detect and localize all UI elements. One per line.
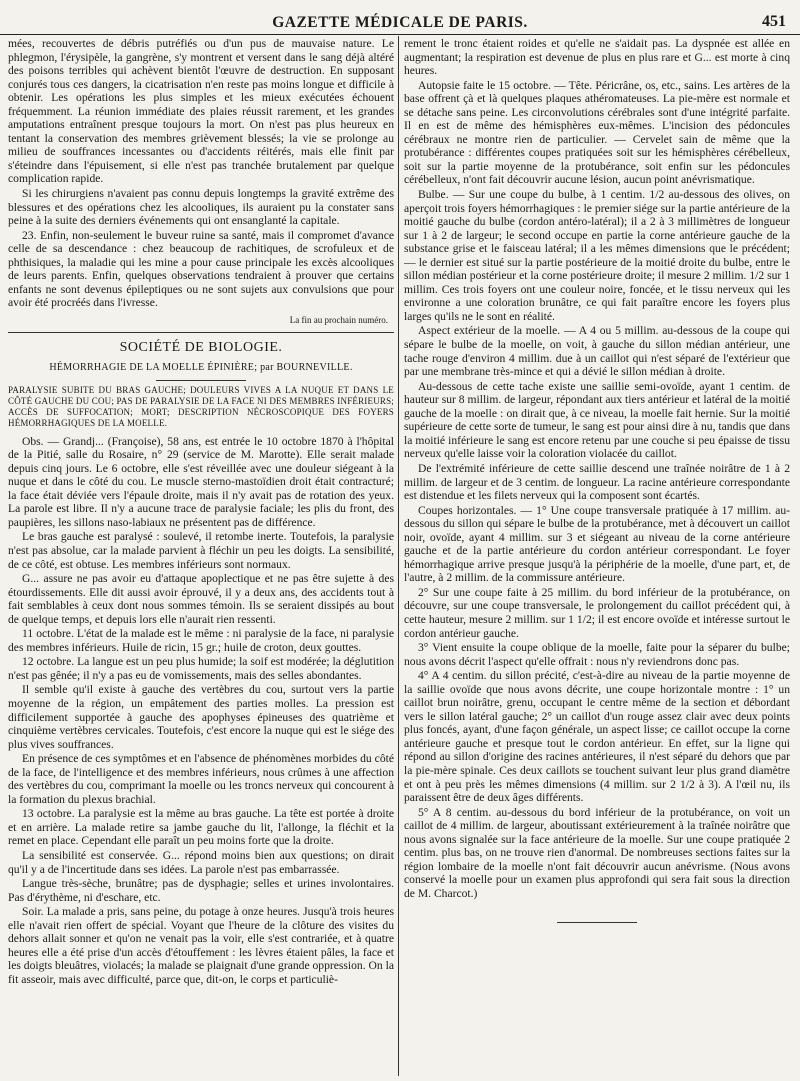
paragraph: mées, recouvertes de débris putréfiés ou d'un pus de mauvaise nature. Le phlegmon, l'érysipèle, la gangrène, s'y montrent et versent dans le sang déjà altéré des poisons terribles qui achèvent bientôt l'œuvre de destruction. En supposant conjurés tous ces dangers, la cicatrisation n'en reste pas moins longue et difficile à obtenir. Les opérations les plus simples et les mieux exécutées échouent fréquemment. La réunion immédiate des plaies réussit rarement, et les grandes amputations entraînent presque toujours la mort. On n'est pas plus heureux en tentant la conservation des membres grièvement blessés; la vie se prolonge au milieu de souffrances incessantes ou d'accidents réitérés, mais elle finit par s'éteindre dans l'épuisement, si elle n'est pas tranchée brutalement par quelque complication rapide. <box>8 37 394 186</box>
paragraph: 5° A 8 centim. au-dessous du bord inférieur de la protubérance, on voit un caillot de 4 millim. de largeur, aboutissant extérieurement à la traînée noirâtre que nous avons signalée sur la face antérieure de la moelle. Sur une coupe pratiquée 2 centim. plus bas, on ne trouve rien d'anormal. De nombreuses sections faites sur la région lombaire de la moelle n'ont fait découvrir aucun anévrisme. (Nous avons conservé la moelle pour un examen plus approfondi qui sera fait sous la direction de M. Charcot.) <box>404 805 790 900</box>
paragraph: Obs. — Grandj... (Françoise), 58 ans, est entrée le 10 octobre 1870 à l'hôpital de la Pitié, salle du Rosaire, n° 29 (service de M. Marotte). Elle serait malade depuis cinq jours. Le 6 octobre, elle s'est réveillée avec une douleur siégeant à la nuque et dans le côté du cou. Le muscle sterno-mastoïdien droit était contracturé; la face était déviée vers l'épaule droite, mais il n'y avait pas de rotation des yeux. La parole est libre. Il n'y a aucune trace de paralysie faciale; les plis du front, des paupières, les sillons naso-labiaux ne présentent pas de différence. <box>8 434 394 529</box>
continuation-note: La fin au prochain numéro. <box>289 314 388 325</box>
summary-divider <box>156 380 246 381</box>
paragraph: 11 octobre. L'état de la malade est le même : ni paralysie de la face, ni paralysie des membres inférieurs. Huile de ricin, 15 gr.; huile de croton, deux gouttes. <box>8 627 394 654</box>
paragraph: 13 octobre. La paralysie est la même au bras gauche. La tête est portée à droite et en arrière. La malade retire sa jambe gauche du lit, l'allonge, la fléchit et la remet en place. Cependant elle paraît un peu moins forte que la droite. <box>8 807 394 848</box>
paragraph: Il semble qu'il existe à gauche des vertèbres du cou, surtout vers la partie moyenne de la région, un empâtement des parties molles. La pression est difficilement supportée à gauche des apophyses épineuses des quatrième et cinquième vertèbres cervicales. Toutefois, c'est encore la nuque qui est le siége des plus vives souffrances. <box>8 683 394 751</box>
section-divider <box>8 332 394 333</box>
paragraph: 23. Enfin, non-seulement le buveur ruine sa santé, mais il compromet d'avance celle de sa descendance : chez beaucoup de rachitiques, de scrofuleux et de phthisiques, la maladie qui les mine a pour cause principale les excès alcooliques de leurs parents. Enfin, quelques observations tendraient à prouver que certains enfants ne sont devenus épileptiques ou ne sont sujets aux convulsions que pour avoir été procréés dans l'ivresse. <box>8 228 394 310</box>
paragraph: Aspect extérieur de la moelle. — A 4 ou 5 millim. au-dessous de la coupe qui sépare le bulbe de la moelle, on voit, à gauche du sillon médian antérieur, une tache rouge d'environ 4 millim. due à un caillot qui n'est séparé de l'extérieur que par une membrane très-mince et qui a dévié le sillon médian à droite. <box>404 324 790 379</box>
paragraph: Soir. La malade a pris, sans peine, du potage à onze heures. Jusqu'à trois heures elle n'avait rien offert de spécial. Voyant que l'heure de la clôture des visites du dehors allait sonner et qu'on ne venait pas la voir, elle s'est contrariée, et à quatre heures elle a été prise d'un accès d'étouffement : les lèvres étaient pâles, la face et les doigts bleuâtres, violacés; la malade se plaignait d'une grande oppression. On la fit asseoir, mais avec difficulté, parce que, dit-on, le corps et particuliè- <box>8 905 394 986</box>
paragraph: Si les chirurgiens n'avaient pas connu depuis longtemps la gravité extrême des blessures et des opérations chez les alcooliques, ils auraient pu la constater sans peine à la suite des derniers événements qui ont ensanglanté la capitale. <box>8 187 394 228</box>
article-summary: PARALYSIE SUBITE DU BRAS GAUCHE; DOULEURS VIVES A LA NUQUE ET DANS LE CÔTÉ GAUCHE DU COU; PAS DE PARALYSIE DE LA FACE NI DES MEMBRES INFÉRIEURS; ACCÈS DE SUFFOCATION; MORT; DESCRIPTION NÉCROSCOPIQUE DES FOYERS HÉMORRHAGIQUES DE LA MOELLE. <box>8 384 394 428</box>
page-number: 451 <box>762 13 786 30</box>
left-column <box>8 37 394 1077</box>
paragraph: rement le tronc étaient roides et qu'elle ne s'aidait pas. La dyspnée est allée en augmentant; la respiration est devenue de plus en plus rare et G... est morte à cinq heures. <box>404 37 790 78</box>
paragraph: En présence de ces symptômes et en l'absence de phénomènes morbides du côté de la face, de l'intelligence et des membres inférieurs, nous crûmes à une affection des vertèbres du cou, comprimant la moelle ou les troncs nerveux qui concourent à la formation du plexus brachial. <box>8 752 394 806</box>
closing-divider <box>557 922 637 923</box>
page-header <box>0 8 800 35</box>
journal-title: GAZETTE MÉDICALE DE PARIS. <box>272 14 528 31</box>
right-column <box>404 37 790 1077</box>
paragraph: Autopsie faite le 15 octobre. — Tête. Péricrâne, os, etc., sains. Les artères de la base offrent çà et là quelques plaques athéromateuses. La pie-mère est normale et se détache sans peine. Les circonvolutions cérébrales sont d'une intégrité parfaite. Il en est de même des hémisphères eux-mêmes. L'incision des pédoncules cérébraux ne montre rien de particulier. — Cervelet sain de même que la protubérance : différentes coupes pratiquées soit sur les hémisphères cérébelleux, soit sur la partie moyenne de la protubérance, soit enfin sur les pédoncules cérébelleux, n'ont fait découvrir aucune lésion, aucun point anévrismatique. <box>404 78 790 187</box>
paragraph: Au-dessous de cette tache existe une saillie semi-ovoïde, ayant 1 centim. de hauteur sur 8 millim. de largeur, répondant aux tiers antérieur et latéral de la moitié gauche de la moelle : on dirait que, à ce niveau, la moelle fait hernie. Sur la moitié supérieure de cette sorte de tumeur, le sang est pour ainsi dire à nu, tandis que dans la moitié inférieure le sang est encore retenu par une couche si peu épaisse de tissu nerveux qu'elle laisse voir la coloration violacée du caillot. <box>404 379 790 461</box>
paragraph: 4° A 4 centim. du sillon précité, c'est-à-dire au niveau de la partie moyenne de la saillie ovoïde que nous avons décrite, une coupe horizontale montre : 1° un caillot brun noirâtre, grenu, occupant le centre même de la section et débordant vers le sillon latéral gauche; 2° un caillot d'un rouge assez clair avec deux points plus foncés, ayant, d'une façon générale, un aspect lisse; ce caillot occupe la corne antérieure gauche et presque tout le cordon antérieur. En effet, sur la ligne qui répond au sillon d'origine des racines antérieures, il n'est séparé du dehors que par la pie-mère spinale. Ces deux caillots se touchent suivant leur plus grand diamètre et ont à peu près les mêmes dimensions (4 millim. sur 2 1/2 à 3). A l'œil nu, ils paraissent être de deux âges différents. <box>404 669 790 805</box>
paragraph: G... assure ne pas avoir eu d'attaque apoplectique et ne pas être sujette à des étourdissements. Elle dit aussi avoir éprouvé, il y a deux ans, des accidents tout à fait semblables à ceux dont nous sommes témoin. Ils se seraient dissipés au bout de quelque temps, et depuis lors elle n'aurait rien ressenti. <box>8 572 394 626</box>
column-divider <box>398 36 399 1076</box>
paragraph: Langue très-sèche, brunâtre; pas de dysphagie; selles et urines involontaires. Pas d'érythème, ni d'eschare, etc. <box>8 877 394 904</box>
paragraph: Bulbe. — Sur une coupe du bulbe, à 1 centim. 1/2 au-dessous des olives, on aperçoit trois foyers hémorrhagiques : le premier siége sur la partie antérieure de la moitié gauche du bulbe (cordon antéro-latéral); il a 2 à 3 millimètres de longueur sur 1 à 2 de largeur; le second occupe en partie la corne antérieure gauche de la substance grise et le faisceau latéral; il a les mêmes dimensions que le précédent; — le dernier est situé sur la partie postérieure de la moitié droite du bulbe, entre le sillon médian postérieur et la corne postérieure droite; il mesure 2 millim. 1/2 sur 1 millim. Ces trois foyers ont une couleur noire, foncée, et le tissu nerveux qui les environne a une coloration brunâtre, ce qui fait paraître encore les foyers plus larges qu'ils ne le sont en réalité. <box>404 188 790 323</box>
paragraph: 2° Sur une coupe faite à 25 millim. du bord inférieur de la protubérance, on découvre, sur une coupe transversale, le prolongement du caillot précédent qui, à cette hauteur, mesure 2 millim. sur 1 1/2; il est encore ovoïde et intéresse surtout le cordon antérieur gauche. <box>404 585 790 640</box>
article-title: HÉMORRHAGIE DE LA MOELLE ÉPINIÈRE; par BOURNEVILLE. <box>49 362 353 374</box>
paragraph: 3° Vient ensuite la coupe oblique de la moelle, faite pour la séparer du bulbe; nous avons décrit l'aspect qu'elle offrait : nous n'y reviendrons donc pas. <box>404 641 790 668</box>
section-title: SOCIÉTÉ DE BIOLOGIE. <box>119 340 283 356</box>
paragraph: 12 octobre. La langue est un peu plus humide; la soif est modérée; la déglutition n'est pas gênée; il n'y a pas eu de vomissements, mais des selles abondantes. <box>8 655 394 682</box>
paragraph: La sensibilité est conservée. G... répond moins bien aux questions; on dirait qu'il y a de l'incertitude dans ses idées. La parole n'est pas embarrassée. <box>8 848 394 876</box>
paragraph: De l'extrémité inférieure de cette saillie descend une traînée noirâtre de 1 à 2 millim. de largeur et de 3 centim. de longueur. La racine antérieure correspondante est distendue et les filets nerveux qui la composent sont écartés. <box>404 461 790 503</box>
paragraph: Coupes horizontales. — 1° Une coupe transversale pratiquée à 17 millim. au-dessous du sillon qui sépare le bulbe de la protubérance, met à découvert un caillot noir, ovoïde, ayant 4 millim. sur 3 et siégeant au niveau de la corne antérieure gauche et de la partie antérieure du cordon antérieur correspondant. Le foyer hémorrhagique arrive presque jusqu'à la périphérie de la moelle, d'une part, et, de l'autre, à 2 millim. de la commissure antérieure. <box>404 503 790 585</box>
paragraph: Le bras gauche est paralysé : soulevé, il retombe inerte. Toutefois, la paralysie n'est pas absolue, car la malade parvient à fléchir un peu les doigts. La sensibilité, de ce côté, est obtuse. Les membres inférieurs sont normaux. <box>8 530 394 571</box>
